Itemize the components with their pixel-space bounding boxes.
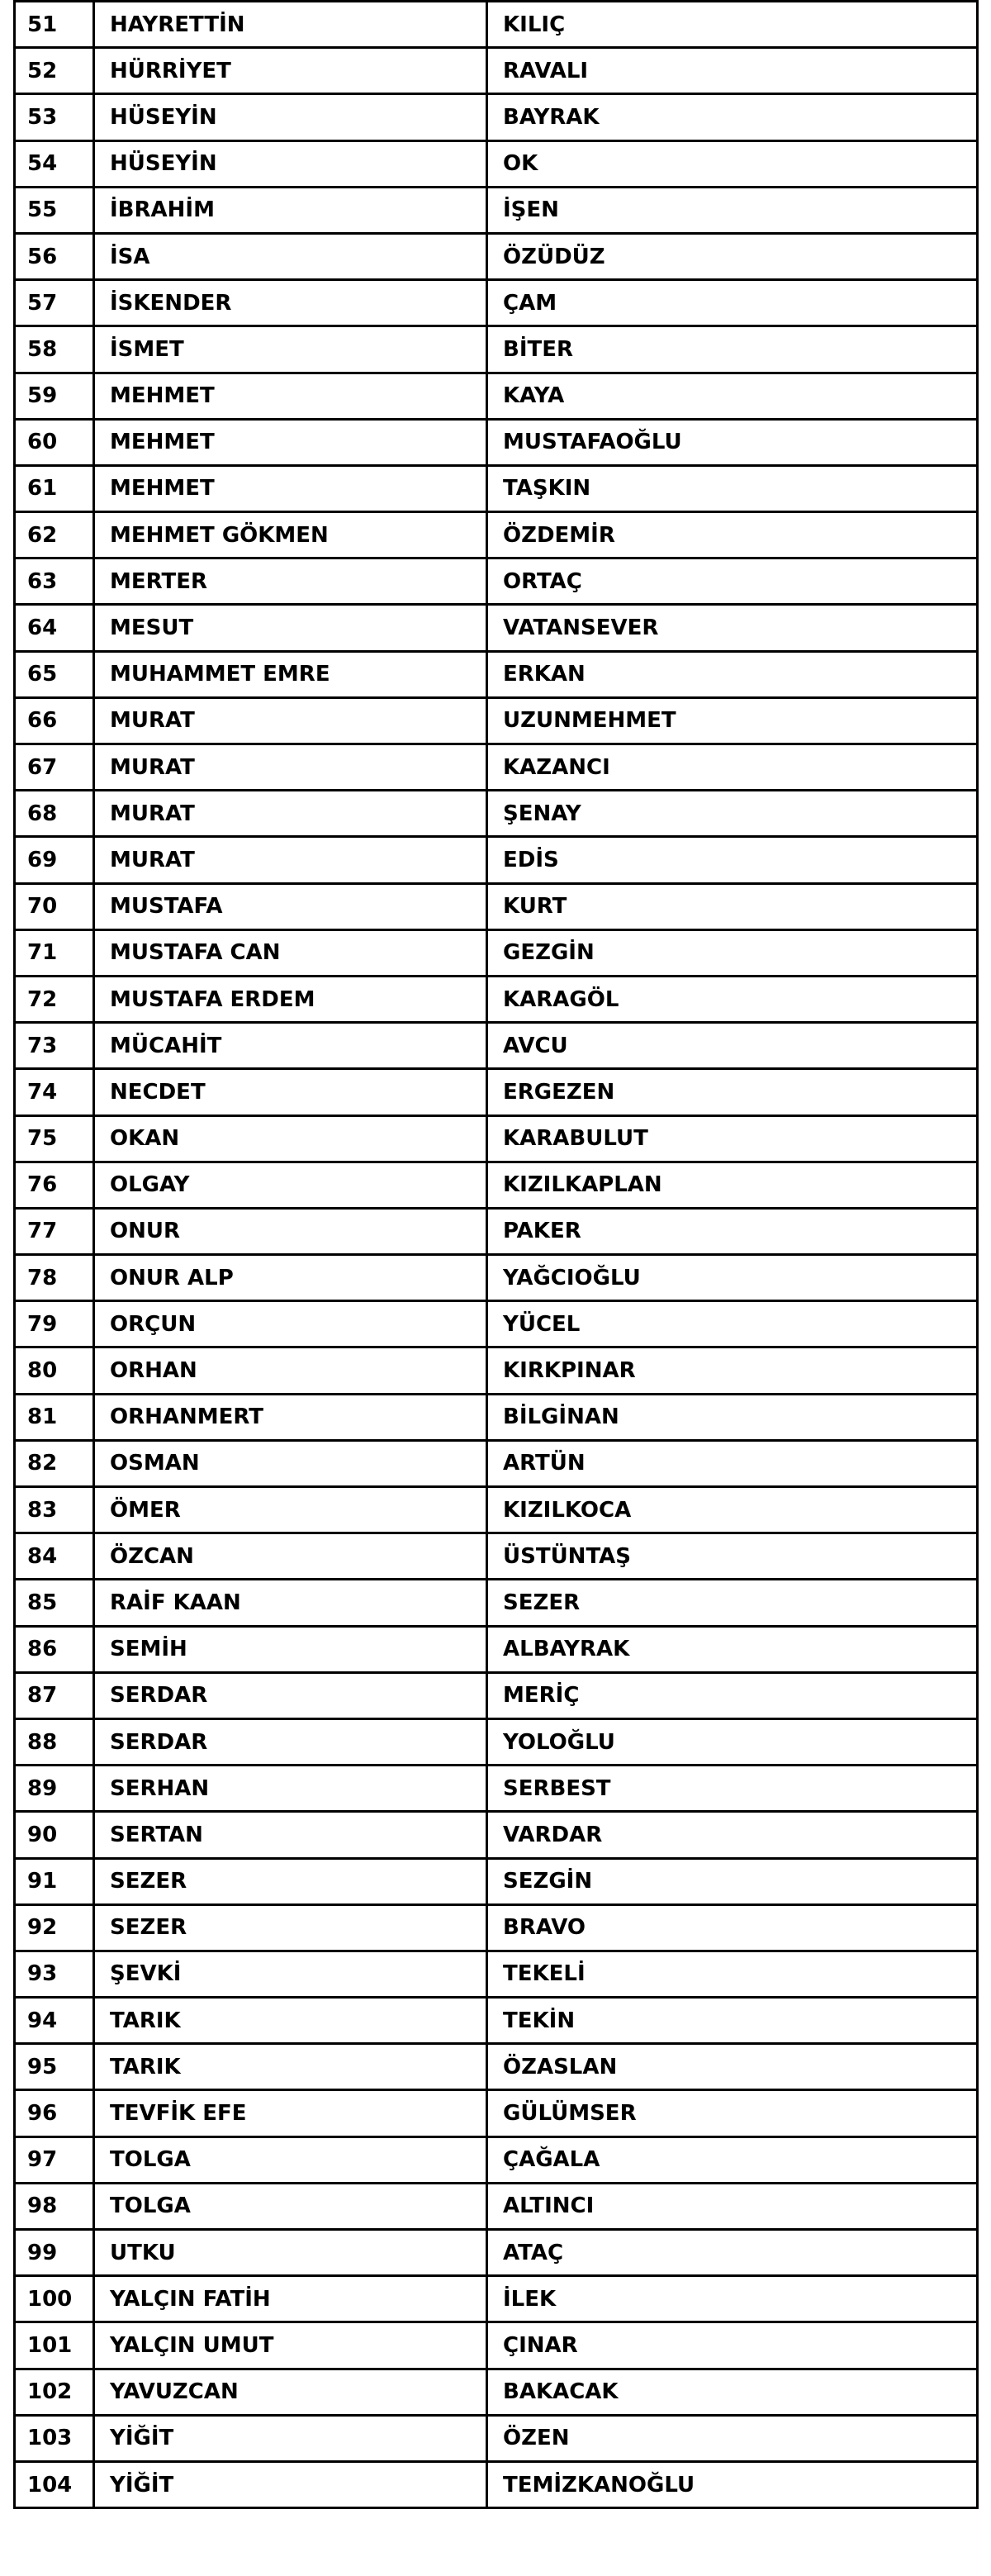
last-name: İLEK (487, 2276, 978, 2322)
row-number: 104 (15, 2461, 94, 2507)
row-number: 100 (15, 2276, 94, 2322)
last-name: KARAGÖL (487, 976, 978, 1022)
row-number: 81 (15, 1394, 94, 1440)
last-name: ÜSTÜNTAŞ (487, 1533, 978, 1580)
table-row (15, 1858, 978, 1904)
last-name: BAKACAK (487, 2369, 978, 2415)
first-name: OLGAY (94, 1162, 487, 1208)
last-name: SEZGİN (487, 1858, 978, 1904)
last-name: ÖZÜDÜZ (487, 233, 978, 279)
first-name: İBRAHİM (94, 187, 487, 233)
row-number: 77 (15, 1208, 94, 1254)
table-row (15, 1208, 978, 1254)
row-number: 64 (15, 605, 94, 651)
row-number: 58 (15, 326, 94, 373)
row-number: 59 (15, 373, 94, 419)
table-row (15, 2183, 978, 2229)
first-name: HÜRRİYET (94, 48, 487, 94)
last-name: PAKER (487, 1208, 978, 1254)
first-name: SERHAN (94, 1766, 487, 1812)
table-row (15, 419, 978, 465)
first-name: MUHAMMET EMRE (94, 651, 487, 697)
last-name: ŞENAY (487, 791, 978, 837)
last-name: VARDAR (487, 1812, 978, 1858)
row-number: 60 (15, 419, 94, 465)
row-number: 88 (15, 1718, 94, 1765)
row-number: 61 (15, 465, 94, 511)
last-name: TEMİZKANOĞLU (487, 2461, 978, 2507)
table-row (15, 2044, 978, 2090)
row-number: 71 (15, 929, 94, 976)
first-name: MEHMET (94, 373, 487, 419)
row-number: 79 (15, 1301, 94, 1347)
table-row (15, 929, 978, 976)
table-row (15, 1023, 978, 1069)
row-number: 73 (15, 1023, 94, 1069)
table-row (15, 233, 978, 279)
table-row (15, 744, 978, 791)
last-name: UZUNMEHMET (487, 697, 978, 744)
first-name: NECDET (94, 1069, 487, 1115)
row-number: 98 (15, 2183, 94, 2229)
first-name: OSMAN (94, 1440, 487, 1486)
last-name: YAĞCIOĞLU (487, 1255, 978, 1301)
first-name: SERDAR (94, 1672, 487, 1718)
last-name: ÖZDEMİR (487, 512, 978, 558)
last-name: ERGEZEN (487, 1069, 978, 1115)
last-name: BİTER (487, 326, 978, 373)
first-name: MUSTAFA ERDEM (94, 976, 487, 1022)
table-row (15, 2369, 978, 2415)
last-name: MUSTAFAOĞLU (487, 419, 978, 465)
table-row (15, 1766, 978, 1812)
last-name: ORTAÇ (487, 558, 978, 605)
table-row (15, 1069, 978, 1115)
first-name: HÜSEYİN (94, 140, 487, 187)
last-name: ARTÜN (487, 1440, 978, 1486)
table-row (15, 2, 978, 48)
row-number: 82 (15, 1440, 94, 1486)
first-name: MURAT (94, 744, 487, 791)
table-row (15, 2461, 978, 2507)
first-name: MURAT (94, 837, 487, 883)
table-row (15, 94, 978, 140)
last-name: SERBEST (487, 1766, 978, 1812)
table-row (15, 140, 978, 187)
table-row (15, 2276, 978, 2322)
last-name: ALTINCI (487, 2183, 978, 2229)
last-name: TAŞKIN (487, 465, 978, 511)
last-name: KARABULUT (487, 1115, 978, 1162)
last-name: KIZILKOCA (487, 1487, 978, 1533)
last-name: RAVALI (487, 48, 978, 94)
row-number: 53 (15, 94, 94, 140)
first-name: MEHMET (94, 465, 487, 511)
table-row (15, 2136, 978, 2183)
table-row (15, 1580, 978, 1626)
last-name: GEZGİN (487, 929, 978, 976)
row-number: 92 (15, 1904, 94, 1951)
table-row (15, 1162, 978, 1208)
table-row (15, 1487, 978, 1533)
last-name: GÜLÜMSER (487, 2090, 978, 2136)
first-name: YALÇIN UMUT (94, 2322, 487, 2369)
row-number: 96 (15, 2090, 94, 2136)
table-row (15, 791, 978, 837)
table-row (15, 1301, 978, 1347)
table-row (15, 1255, 978, 1301)
first-name: MEHMET GÖKMEN (94, 512, 487, 558)
first-name: HAYRETTİN (94, 2, 487, 48)
table-row (15, 326, 978, 373)
first-name: MEHMET (94, 419, 487, 465)
first-name: ORHAN (94, 1347, 487, 1394)
first-name: MUSTAFA (94, 883, 487, 929)
last-name: KURT (487, 883, 978, 929)
table-row (15, 1672, 978, 1718)
row-number: 63 (15, 558, 94, 605)
table-row (15, 837, 978, 883)
row-number: 86 (15, 1626, 94, 1672)
row-number: 94 (15, 1998, 94, 2044)
table-row (15, 187, 978, 233)
row-number: 103 (15, 2415, 94, 2461)
row-number: 66 (15, 697, 94, 744)
last-name: ÖZEN (487, 2415, 978, 2461)
table-row (15, 1347, 978, 1394)
first-name: YİĞİT (94, 2415, 487, 2461)
first-name: ŞEVKİ (94, 1951, 487, 1997)
last-name: TEKİN (487, 1998, 978, 2044)
row-number: 78 (15, 1255, 94, 1301)
table-row (15, 2415, 978, 2461)
table-row (15, 976, 978, 1022)
table-row (15, 1951, 978, 1997)
first-name: TOLGA (94, 2183, 487, 2229)
first-name: YALÇIN FATİH (94, 2276, 487, 2322)
table-row (15, 465, 978, 511)
first-name: SERDAR (94, 1718, 487, 1765)
last-name: İŞEN (487, 187, 978, 233)
row-number: 84 (15, 1533, 94, 1580)
first-name: SERTAN (94, 1812, 487, 1858)
table-row (15, 605, 978, 651)
last-name: SEZER (487, 1580, 978, 1626)
first-name: ÖMER (94, 1487, 487, 1533)
first-name: ORHANMERT (94, 1394, 487, 1440)
first-name: MÜCAHİT (94, 1023, 487, 1069)
row-number: 99 (15, 2230, 94, 2276)
row-number: 70 (15, 883, 94, 929)
table-row (15, 2090, 978, 2136)
row-number: 80 (15, 1347, 94, 1394)
first-name: İSA (94, 233, 487, 279)
name-list-table (13, 0, 979, 2509)
table-row (15, 651, 978, 697)
last-name: ÖZASLAN (487, 2044, 978, 2090)
name-list-body (15, 2, 978, 2508)
last-name: KIRKPINAR (487, 1347, 978, 1394)
row-number: 85 (15, 1580, 94, 1626)
row-number: 55 (15, 187, 94, 233)
table-row (15, 1115, 978, 1162)
last-name: EDİS (487, 837, 978, 883)
row-number: 56 (15, 233, 94, 279)
row-number: 62 (15, 512, 94, 558)
row-number: 83 (15, 1487, 94, 1533)
row-number: 65 (15, 651, 94, 697)
row-number: 52 (15, 48, 94, 94)
row-number: 76 (15, 1162, 94, 1208)
row-number: 74 (15, 1069, 94, 1115)
first-name: ÖZCAN (94, 1533, 487, 1580)
last-name: ÇAĞALA (487, 2136, 978, 2183)
row-number: 93 (15, 1951, 94, 1997)
row-number: 90 (15, 1812, 94, 1858)
table-row (15, 1998, 978, 2044)
first-name: MESUT (94, 605, 487, 651)
table-row (15, 697, 978, 744)
table-row (15, 512, 978, 558)
table-row (15, 1626, 978, 1672)
table-row (15, 883, 978, 929)
last-name: AVCU (487, 1023, 978, 1069)
last-name: ALBAYRAK (487, 1626, 978, 1672)
last-name: YÜCEL (487, 1301, 978, 1347)
row-number: 95 (15, 2044, 94, 2090)
first-name: ONUR (94, 1208, 487, 1254)
first-name: YAVUZCAN (94, 2369, 487, 2415)
row-number: 51 (15, 2, 94, 48)
table-row (15, 1533, 978, 1580)
row-number: 67 (15, 744, 94, 791)
first-name: MURAT (94, 791, 487, 837)
first-name: MURAT (94, 697, 487, 744)
last-name: TEKELİ (487, 1951, 978, 1997)
first-name: ONUR ALP (94, 1255, 487, 1301)
first-name: UTKU (94, 2230, 487, 2276)
row-number: 102 (15, 2369, 94, 2415)
table-row (15, 373, 978, 419)
table-row (15, 2230, 978, 2276)
table-row (15, 1812, 978, 1858)
last-name: BRAVO (487, 1904, 978, 1951)
table-row (15, 2322, 978, 2369)
last-name: ÇAM (487, 280, 978, 326)
row-number: 72 (15, 976, 94, 1022)
first-name: MERTER (94, 558, 487, 605)
row-number: 75 (15, 1115, 94, 1162)
row-number: 101 (15, 2322, 94, 2369)
first-name: TARIK (94, 1998, 487, 2044)
last-name: ÇINAR (487, 2322, 978, 2369)
last-name: VATANSEVER (487, 605, 978, 651)
first-name: TOLGA (94, 2136, 487, 2183)
first-name: HÜSEYİN (94, 94, 487, 140)
row-number: 69 (15, 837, 94, 883)
first-name: SEMİH (94, 1626, 487, 1672)
row-number: 87 (15, 1672, 94, 1718)
last-name: KILIÇ (487, 2, 978, 48)
first-name: İSKENDER (94, 280, 487, 326)
first-name: SEZER (94, 1858, 487, 1904)
last-name: KAZANCI (487, 744, 978, 791)
row-number: 91 (15, 1858, 94, 1904)
table-row (15, 558, 978, 605)
table-row (15, 1394, 978, 1440)
first-name: MUSTAFA CAN (94, 929, 487, 976)
first-name: OKAN (94, 1115, 487, 1162)
table-row (15, 48, 978, 94)
last-name: KAYA (487, 373, 978, 419)
row-number: 57 (15, 280, 94, 326)
table-row (15, 1718, 978, 1765)
first-name: İSMET (94, 326, 487, 373)
first-name: RAİF KAAN (94, 1580, 487, 1626)
last-name: YOLOĞLU (487, 1718, 978, 1765)
row-number: 54 (15, 140, 94, 187)
row-number: 68 (15, 791, 94, 837)
last-name: BİLGİNAN (487, 1394, 978, 1440)
last-name: ATAÇ (487, 2230, 978, 2276)
row-number: 97 (15, 2136, 94, 2183)
table-row (15, 1904, 978, 1951)
first-name: YİĞİT (94, 2461, 487, 2507)
last-name: ERKAN (487, 651, 978, 697)
first-name: ORÇUN (94, 1301, 487, 1347)
last-name: KIZILKAPLAN (487, 1162, 978, 1208)
first-name: SEZER (94, 1904, 487, 1951)
first-name: TEVFİK EFE (94, 2090, 487, 2136)
last-name: OK (487, 140, 978, 187)
last-name: BAYRAK (487, 94, 978, 140)
first-name: TARIK (94, 2044, 487, 2090)
table-row (15, 280, 978, 326)
table-row (15, 1440, 978, 1486)
last-name: MERİÇ (487, 1672, 978, 1718)
row-number: 89 (15, 1766, 94, 1812)
